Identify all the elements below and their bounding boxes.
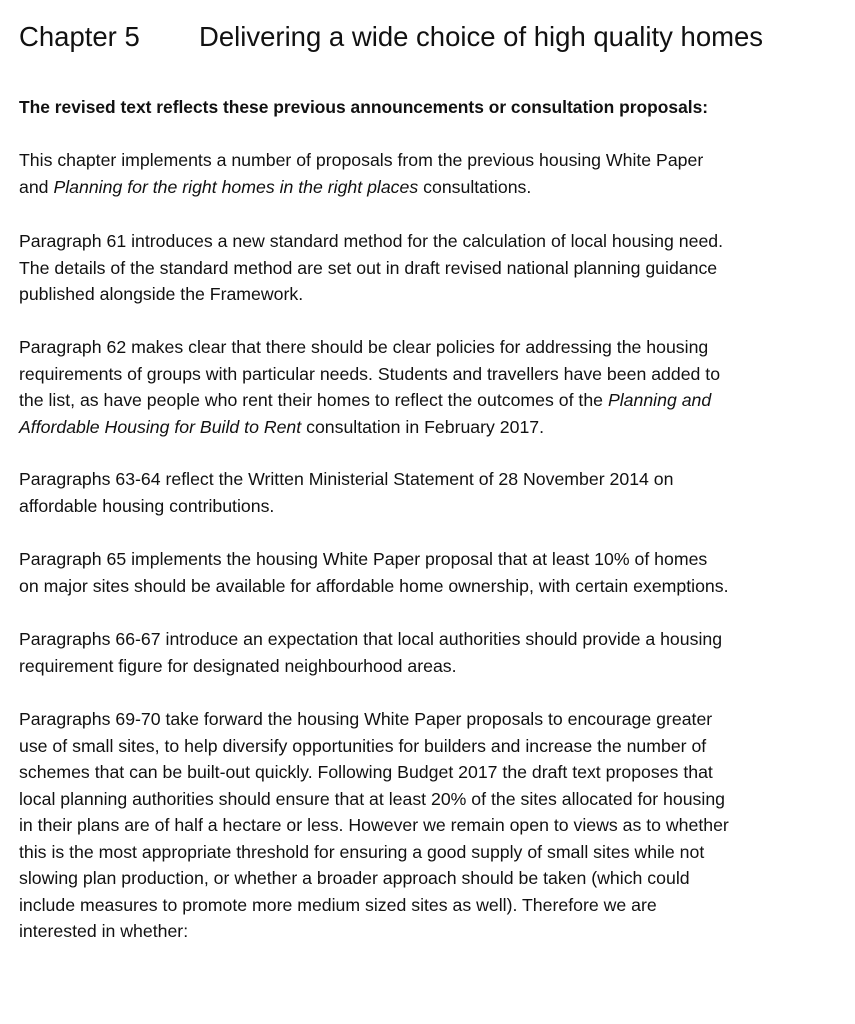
paragraph-66-67 (19, 626, 849, 679)
text-line (19, 786, 849, 813)
text-line (19, 626, 849, 653)
text-run: Paragraph 65 implements the housing White Paper proposal that at least 10% of homes (19, 549, 708, 569)
text-line (19, 653, 849, 680)
text-line (19, 892, 849, 919)
italic-title: Affordable Housing for Build to Rent (19, 416, 302, 437)
text-line (19, 573, 849, 600)
chapter-title: Delivering a wide choice of high quality homes (199, 21, 764, 52)
text-line (19, 387, 849, 414)
text-run: Paragraph 61 introduces a new standard method for the calculation of local housing need. (19, 231, 724, 251)
text-run: published alongside the Framework. (19, 284, 304, 304)
chapter-heading (19, 19, 763, 55)
paragraph-69-70 (19, 706, 849, 945)
text-line (19, 918, 849, 945)
text-run: use of small sites, to help diversify opportunities for builders and increase the number of (19, 735, 707, 756)
text-line (19, 255, 849, 282)
text-line (19, 733, 849, 760)
text-run: Paragraphs 66-67 introduce an expectation that local authorities should provide a housing (19, 629, 723, 649)
paragraph-proposals-intro (19, 147, 849, 200)
text-run: affordable housing contributions. (19, 495, 275, 516)
text-run: The details of the standard method are set out in draft revised national planning guidance (19, 257, 718, 278)
intro-heading: The revised text reflects these previous announcements or consultation proposals: (19, 97, 709, 117)
text-line (19, 414, 849, 441)
text-run: and (19, 176, 54, 197)
text-run: requirement figure for designated neighbourhood areas. (19, 655, 457, 676)
text-line (19, 361, 849, 388)
text-run: this is the most appropriate threshold for ensuring a good supply of small sites while not (19, 841, 705, 862)
text-line (19, 174, 849, 201)
text-run: local planning authorities should ensure that at least 20% of the sites allocated for housing (19, 788, 725, 809)
paragraph-65 (19, 546, 849, 599)
text-run: include measures to promote more medium sized sites as well). Therefore we are (19, 894, 657, 915)
text-line (19, 706, 849, 733)
text-run: Paragraphs 63-64 reflect the Written Ministerial Statement of 28 November 2014 on (19, 469, 674, 489)
paragraph-62 (19, 334, 849, 440)
paragraph-63-64 (19, 466, 849, 519)
text-line (19, 493, 849, 520)
text-run: schemes that can be built-out quickly. Following Budget 2017 the draft text proposes that (19, 762, 713, 782)
text-line (19, 334, 849, 361)
chapter-number: Chapter 5 (19, 21, 140, 52)
text-line (19, 147, 849, 174)
text-run: Paragraph 62 makes clear that there should be clear policies for addressing the housing (19, 337, 709, 357)
text-run: interested in whether: (19, 921, 189, 941)
italic-title: Planning for the right homes in the right places (53, 176, 419, 197)
text-run: on major sites should be available for affordable home ownership, with certain exemptions. (19, 575, 729, 596)
text-run: This chapter implements a number of proposals from the previous housing White Paper (19, 150, 704, 170)
text-line (19, 759, 849, 786)
italic-title: Planning and (607, 390, 712, 410)
text-line (19, 865, 849, 892)
text-run: consultation in February 2017. (301, 416, 545, 437)
text-run: slowing plan production, or whether a broader approach should be taken (which could (19, 868, 690, 888)
text-run: consultations. (418, 176, 532, 197)
text-run: Paragraphs 69-70 take forward the housing White Paper proposals to encourage greater (19, 709, 713, 729)
text-run: the list, as have people who rent their homes to reflect the outcomes of the (19, 390, 608, 410)
text-run: requirements of groups with particular needs. Students and travellers have been added to (19, 363, 721, 384)
paragraph-61 (19, 228, 849, 308)
text-line (19, 228, 849, 255)
text-line (19, 281, 849, 308)
text-line (19, 812, 849, 839)
text-line (19, 466, 849, 493)
text-run: in their plans are of half a hectare or less. However we remain open to views as to whether (19, 815, 729, 835)
text-line (19, 839, 849, 866)
text-line (19, 546, 849, 573)
